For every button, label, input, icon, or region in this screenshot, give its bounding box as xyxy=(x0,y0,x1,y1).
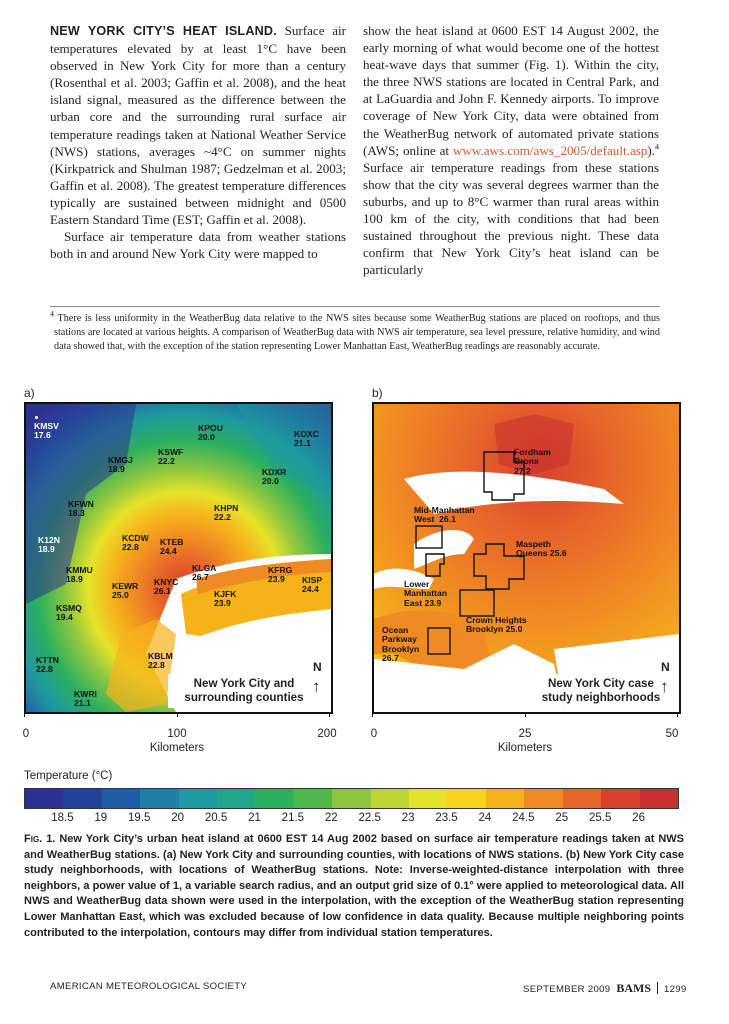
panel-b-map xyxy=(372,402,681,714)
station-kmmu: KMMU 18.9 xyxy=(66,565,93,585)
colorbar-swatch xyxy=(332,789,370,808)
station-kpou: KPOU 20.0 xyxy=(198,423,223,443)
station-klga: KLGA 26.7 xyxy=(192,563,217,583)
left-column xyxy=(50,22,346,262)
footnote-mark: 4 xyxy=(50,309,54,319)
paragraph-2: Surface air temperature data from weather stations both in and around New York City were mapped to xyxy=(50,229,346,262)
colorbar-tick-label: 26 xyxy=(632,812,645,824)
colorbar-tick-label: 22.5 xyxy=(358,812,381,824)
station-kteb: KTEB 24.4 xyxy=(160,537,184,557)
station-kisp: KISP 24.4 xyxy=(302,575,323,595)
station-dot xyxy=(35,416,38,419)
station-koxc: KOXC 21.1 xyxy=(294,429,319,449)
station-kewr: KEWR 25.0 xyxy=(112,581,139,601)
panel-a-scale-axis xyxy=(22,712,337,754)
neighborhood-crown-heights-brooklyn: Crown Heights Brooklyn 25.0 xyxy=(466,615,527,635)
panel-b-letter: b) xyxy=(372,386,383,400)
station-kttn: KTTN 22.8 xyxy=(36,655,59,675)
colorbar-tick-label: 21.5 xyxy=(281,812,305,824)
colorbar-swatch xyxy=(601,789,639,808)
colorbar-tick-label: 21 xyxy=(248,812,261,824)
station-kwri: KWRI 21.1 xyxy=(74,689,97,709)
colorbar-tick-label: 22 xyxy=(324,812,338,824)
colorbar-tick-label: 19 xyxy=(94,812,108,824)
axis-tick-label: 25 xyxy=(518,728,532,740)
colorbar-tick-label: 23 xyxy=(401,812,415,824)
colorbar-swatch xyxy=(25,789,63,808)
colorbar-tick-label: 19.5 xyxy=(128,812,151,824)
neighborhood-lower-manhattan-east: Lower Manhattan East 23.9 xyxy=(404,579,447,608)
neighborhood-ocean-parkway-brooklyn: Ocean Parkway Brooklyn 26.7 xyxy=(382,625,420,664)
north-label: N xyxy=(313,660,322,674)
paragraph-3-text-c: Surface air temperature readings from these stations show that the city was several degrees warmer than the suburbs, and up to 8°C warmer than rural areas within 100 km of the city, with conditions that had been sustained throughout the previous night. These data confirm that New York City’s heat island can be particularly xyxy=(363,159,659,278)
paragraph-1-text: Surface air temperatures elevated by at least 1°C have been observed in New York City for more than a century (Rosenthal et al. 2003; Gaffin et al. 2008), and the heat island signal, measured as the difference between the urban core and the surrounding rural surface air temperature readings taken at National Weather Service (NWS) stations, averages ~4°C on summer nights (Kirkpatrick and Shulman 1987; Gedzelman et al. 2003; Gaffin et al. 2008). The greatest temperature differences typically are sustained between midnight and 0500 Eastern Standard Time (EST; Gaffin et al. 2008). xyxy=(50,23,346,228)
footnote-divider xyxy=(50,306,660,307)
section-heading: NEW YORK CITY’S HEAT ISLAND. xyxy=(50,24,277,38)
caption-figure-number: Fig. 1. xyxy=(24,833,56,845)
station-kfrg: KFRG 23.9 xyxy=(268,565,293,585)
colorbar-swatch xyxy=(563,789,601,808)
colorbar-swatch xyxy=(63,789,101,808)
figure-caption xyxy=(24,832,684,941)
footnote xyxy=(50,309,660,355)
footnote-text: There is less uniformity in the WeatherBug data relative to the NWS sites because some WeatherBug stations are placed on rooftops, and thus stations are located at various heights. A comparison of WeatherBug data with NWS air temperature, sea level pressure, relative humidity, and wind data showed that, with the exception of the station representing Lower Manhattan East, WeatherBug readings are reasonably accurate. xyxy=(54,313,660,353)
axis-tick xyxy=(525,712,526,717)
north-label: N xyxy=(661,660,670,674)
colorbar-tick-label: 24.5 xyxy=(512,812,535,824)
station-k12n: K12N 18.9 xyxy=(38,535,60,555)
caption-text: New York City’s urban heat island at 0600 EST 14 Aug 2002 based on surface air temperature readings taken at NWS and WeatherBug stations. (a) New York City and surrounding counties, with locations of NWS stations. (b) New York City case study neighborhoods, with locations of WeatherBug stations. Note: Inverse-weighted-distance interpolation with three neighbors, a power value of 1, a variable search radius, and an output grid size of 0.1° were applied to meteorological data. All NWS and WeatherBug data shown were used in the interpolation, with the exception of the WeatherBug station representing Lower Manhattan East, which was excluded because of low confidence in data quality. Because multiple neighboring points contributed to the interpolation, contours may differ from individual station temperatures. xyxy=(24,833,685,939)
panel-b-scale-axis xyxy=(372,712,678,752)
station-kmgj: KMGJ 18.9 xyxy=(108,455,133,475)
axis-label: Kilometers xyxy=(149,742,205,754)
axis-tick-label: 200 xyxy=(317,728,337,740)
footer-society: AMERICAN METEOROLOGICAL SOCIETY xyxy=(50,981,248,992)
axis-tick xyxy=(677,712,678,717)
station-kdxr: KDXR 20.0 xyxy=(262,467,287,487)
neighborhood-mid-manhattan-west: Mid-Manhattan West 26.1 xyxy=(414,505,475,525)
panel-b-legend: New York City case study neighborhoods xyxy=(532,674,670,708)
station-kjfk: KJFK 23.9 xyxy=(214,589,237,609)
colorbar-swatch xyxy=(294,789,332,808)
axis-label: Kilometers xyxy=(497,742,553,754)
colorbar-tick-label: 18.5 xyxy=(51,812,74,824)
aws-link[interactable]: www.aws.com/aws_2005/default.asp xyxy=(452,142,648,158)
footnote-ref[interactable]: 4 xyxy=(655,142,659,152)
station-kswf: KSWF 22.2 xyxy=(158,447,184,467)
paragraph-3-text-a: show the heat island at 0600 EST 14 August 2002, the early morning of what would become one of the hottest heat-wave days that summer (Fig. 1). Within the city, the three NWS stations are located in Central Park, and at LaGuardia and John F. Kennedy airports. To improve coverage of New York City, data were obtained from the WeatherBug network of automated private stations (AWS; online at xyxy=(363,23,659,158)
north-arrow-icon: ↑ xyxy=(660,677,669,696)
station-kcdw: KCDW 22.8 xyxy=(122,533,149,553)
journal-logo: BAMS xyxy=(616,981,651,995)
station-knyc: KNYC 26.1 xyxy=(154,577,179,597)
colorbar-ticks xyxy=(24,808,677,826)
colorbar xyxy=(24,788,679,809)
colorbar-swatch xyxy=(371,789,409,808)
colorbar-swatch xyxy=(140,789,178,808)
colorbar-tick-label: 23.5 xyxy=(435,812,458,824)
station-khpn: KHPN 22.2 xyxy=(214,503,239,523)
axis-tick xyxy=(177,712,178,717)
station-kmsv: KMSV 17.6 xyxy=(34,421,59,441)
colorbar-swatch xyxy=(409,789,447,808)
footer-right xyxy=(523,981,687,996)
panel-a-legend: New York City and surrounding counties xyxy=(168,674,320,708)
axis-tick-label: 0 xyxy=(370,728,378,740)
page-number: 1299 xyxy=(664,984,687,995)
axis-tick xyxy=(372,712,373,717)
paragraph-3 xyxy=(363,22,659,278)
axis-tick xyxy=(24,712,25,717)
station-ksmq: KSMQ 19.4 xyxy=(56,603,82,623)
axis-tick-label: 50 xyxy=(665,728,679,740)
north-arrow-icon: ↑ xyxy=(312,677,321,696)
axis-tick-label: 100 xyxy=(167,728,187,740)
colorbar-swatch xyxy=(447,789,485,808)
right-column xyxy=(363,22,659,278)
neighborhood-fordham-bronx: Fordham Bronx 27.2 xyxy=(514,447,551,476)
colorbar-tick-label: 25 xyxy=(555,812,569,824)
footer-divider xyxy=(657,982,658,994)
paragraph-1 xyxy=(50,22,346,228)
colorbar-swatch xyxy=(217,789,255,808)
colorbar-swatch xyxy=(640,789,678,808)
colorbar-tick-label: 20.5 xyxy=(204,812,228,824)
station-kfwn: KFWN 18.3 xyxy=(68,499,94,519)
colorbar-swatch xyxy=(179,789,217,808)
station-kblm: KBLM 22.8 xyxy=(148,651,173,671)
colorbar-swatch xyxy=(486,789,524,808)
colorbar-swatch xyxy=(255,789,293,808)
axis-tick xyxy=(329,712,330,717)
panel-a-letter: a) xyxy=(24,386,35,400)
colorbar-tick-label: 24 xyxy=(478,812,492,824)
colorbar-tick-label: 25.5 xyxy=(588,812,612,824)
neighborhood-maspeth-queens: Maspeth Queens 25.6 xyxy=(516,539,567,559)
colorbar-title: Temperature (°C) xyxy=(24,770,113,782)
colorbar-tick-label: 20 xyxy=(171,812,185,824)
panel-a-map xyxy=(24,402,333,714)
colorbar-swatch xyxy=(524,789,562,808)
paragraph-3-text-b: ). xyxy=(647,142,655,158)
footer-date: SEPTEMBER 2009 xyxy=(523,984,611,995)
axis-tick-label: 0 xyxy=(22,728,30,740)
colorbar-swatch xyxy=(102,789,140,808)
